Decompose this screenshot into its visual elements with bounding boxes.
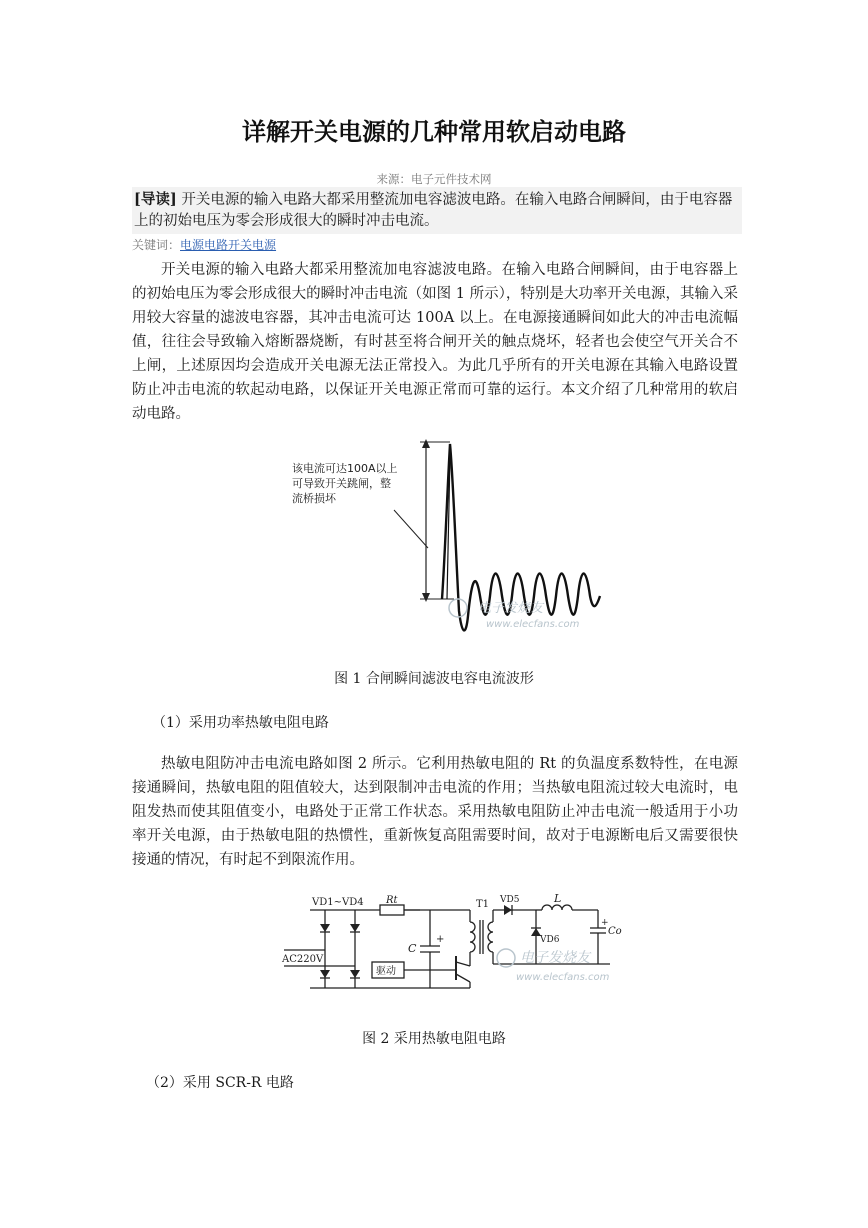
figure1-waveform	[282, 436, 612, 646]
figure1-watermark-logo-text: 电子发烧友	[478, 601, 544, 616]
keyword-link-power-circuit[interactable]: 电源电路	[180, 238, 229, 252]
article-title: 详解开关电源的几种常用软启动电路	[242, 118, 626, 146]
figure2-label-vd: VD1~VD4	[312, 897, 364, 908]
keywords-label: 关键词：	[132, 238, 181, 252]
figure1-watermark-url: www.elecfans.com	[486, 619, 580, 630]
keywords-line	[132, 236, 276, 253]
figure2-caption: 图 2 采用热敏电阻电路	[362, 1031, 506, 1047]
keyword-link-switching-power[interactable]: 开关电源	[228, 238, 277, 252]
lead-text: 开关电源的输入电路大都采用整流加电容滤波电路。在输入电路合闸瞬间，由于电容器上的初始电压为零会形成很大的瞬时冲击电流。	[134, 192, 733, 229]
figure2-label-l: L	[554, 892, 562, 905]
figure2-label-rt: Rt	[386, 895, 398, 906]
figure2-circuit	[280, 892, 620, 1000]
lead-tag: [导读]	[134, 191, 177, 208]
section1-heading: （1）采用功率热敏电阻电路	[152, 715, 329, 731]
figure1-annotation-line2: 可导致开关跳闸，整	[292, 477, 391, 490]
figure2-background	[280, 892, 620, 1000]
section1-paragraph: 热敏电阻防冲击电流电路如图 2 所示。它利用热敏电阻的 Rt 的负温度系数特性，在电源接通瞬间，热敏电阻的阻值较大，达到限制冲击电流的作用；当热敏电阻流过较大电流时，电阻发热而使其阻值变小，电路处于正常工作状态。采用热敏电阻防止冲击电流一般适用于小功率开关电源，由于热敏电阻的热惯性，重新恢复高阻需要时间，故对于电源断电后又需要很快接通的情况，有时起不到限流作用。	[132, 756, 738, 868]
section2-heading: （2）采用 SCR-R 电路	[146, 1075, 294, 1091]
figure2-watermark-logo-text: 电子发烧友	[520, 950, 590, 966]
lead-summary	[132, 187, 742, 234]
figure2-label-t1: T1	[476, 899, 490, 910]
article-source: 来源：电子元件技术网	[376, 172, 492, 186]
figure1-caption: 图 1 合闸瞬间滤波电容电流波形	[334, 671, 534, 687]
figure2-label-vd5: VD5	[500, 895, 520, 905]
figure2-watermark-url: www.elecfans.com	[516, 972, 610, 983]
figure1-annotation-line3: 流桥损坏	[292, 492, 336, 505]
figure2-label-drive: 驱动	[376, 966, 396, 977]
figure1-annotation-line1: 该电流可达100A以上	[292, 462, 398, 475]
figure2-label-c-plus: +	[436, 934, 445, 945]
figure2-label-vd6: VD6	[540, 935, 560, 945]
figure2-label-co-plus: +	[601, 918, 609, 928]
figure2-label-ac: AC220V	[282, 954, 324, 965]
figure2-label-co: Co	[608, 926, 622, 937]
figure2-label-c: C	[408, 942, 417, 955]
figure2-rt-resistor	[380, 905, 404, 915]
intro-paragraph: 开关电源的输入电路大都采用整流加电容滤波电路。在输入电路合闸瞬间，由于电容器上的初始电压为零会形成很大的瞬时冲击电流（如图 1 所示），特别是大功率开关电源，其输入采用较大容量的滤波电容器，其冲击电流可达 100A 以上。在电源接通瞬间如此大的冲击电流幅值，往往会导致输入熔断器烧断，有时甚至将合闸开关的触点烧坏，轻者也会使空气开关合不上闸，上述原因均会造成开关电源无法正常投入。为此几乎所有的开关电源在其输入电路设置防止冲击电流的软起动电路，以保证开关电源正常而可靠的运行。本文介绍了几种常用的软启动电路。	[132, 262, 738, 422]
